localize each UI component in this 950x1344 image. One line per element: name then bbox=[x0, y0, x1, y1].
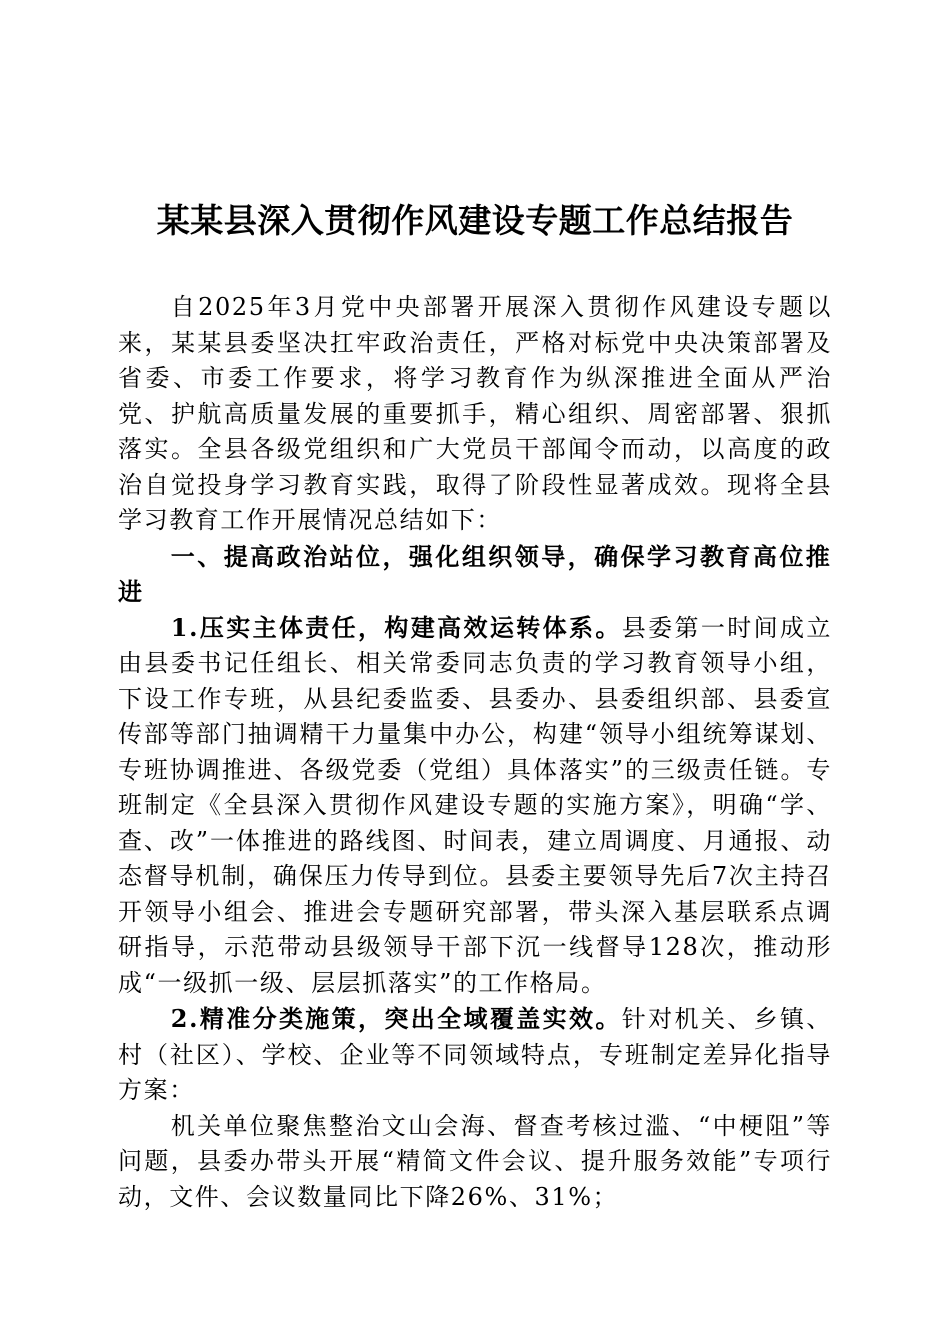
item-2-detail-paragraph: 机关单位聚焦整治文山会海、督查考核过滥、“中梗阻”等问题，县委办带头开展“精简文件会议、提升服务效能”专项行动，文件、会议数量同比下降26%、31%； bbox=[118, 1111, 832, 1211]
item-1-body: 县委第一时间成立由县委书记任组长、相关常委同志负责的学习教育领导小组，下设工作专班，从县纪委监委、县委办、县委组织部、县委宣传部等部门抽调精干力量集中办公，构建“领导小组统筹谋划、专班协调推进、各级党委（党组）具体落实”的三级责任链。专班制定《全县深入贯彻作风建设专题的实施方案》，明确“学、查、改”一体推进的路线图、时间表，建立周调度、月通报、动态督导机制，确保压力传导到位。县委主要领导先后7次主持召开领导小组会、推进会专题研究部署，带头深入基层联系点调研指导，示范带动县级领导干部下沉一线督导128次，推动形成“一级抓一级、层层抓落实”的工作格局。 bbox=[118, 613, 832, 997]
section-heading-1: 一、提高政治站位，强化组织领导，确保学习教育高位推进 bbox=[118, 541, 832, 606]
intro-paragraph: 自2025年3月党中央部署开展深入贯彻作风建设专题以来，某某县委坚决扛牢政治责任，严格对标党中央决策部署及省委、市委工作要求，将学习教育作为纵深推进全面从严治党、护航高质量发展的重要抓手，精心组织、周密部署、狠抓落实。全县各级党组织和广大党员干部闻令而动，以高度的政治自觉投身学习教育实践，取得了阶段性显著成效。现将全县学习教育工作开展情况总结如下： bbox=[118, 293, 832, 534]
item-1-paragraph bbox=[118, 610, 832, 1002]
item-1-lead: 1.压实主体责任，构建高效运转体系。 bbox=[170, 612, 622, 642]
item-2-lead: 2.精准分类施策，突出全域覆盖实效。 bbox=[170, 1004, 622, 1033]
item-2-paragraph bbox=[118, 1001, 832, 1109]
document-title: 某某县深入贯彻作风建设专题工作总结报告 bbox=[156, 201, 794, 240]
item-2-body: 针对机关、乡镇、村（社区）、学校、企业等不同领域特点，专班制定差异化指导方案： bbox=[118, 1005, 832, 1104]
document-body bbox=[118, 290, 832, 1215]
